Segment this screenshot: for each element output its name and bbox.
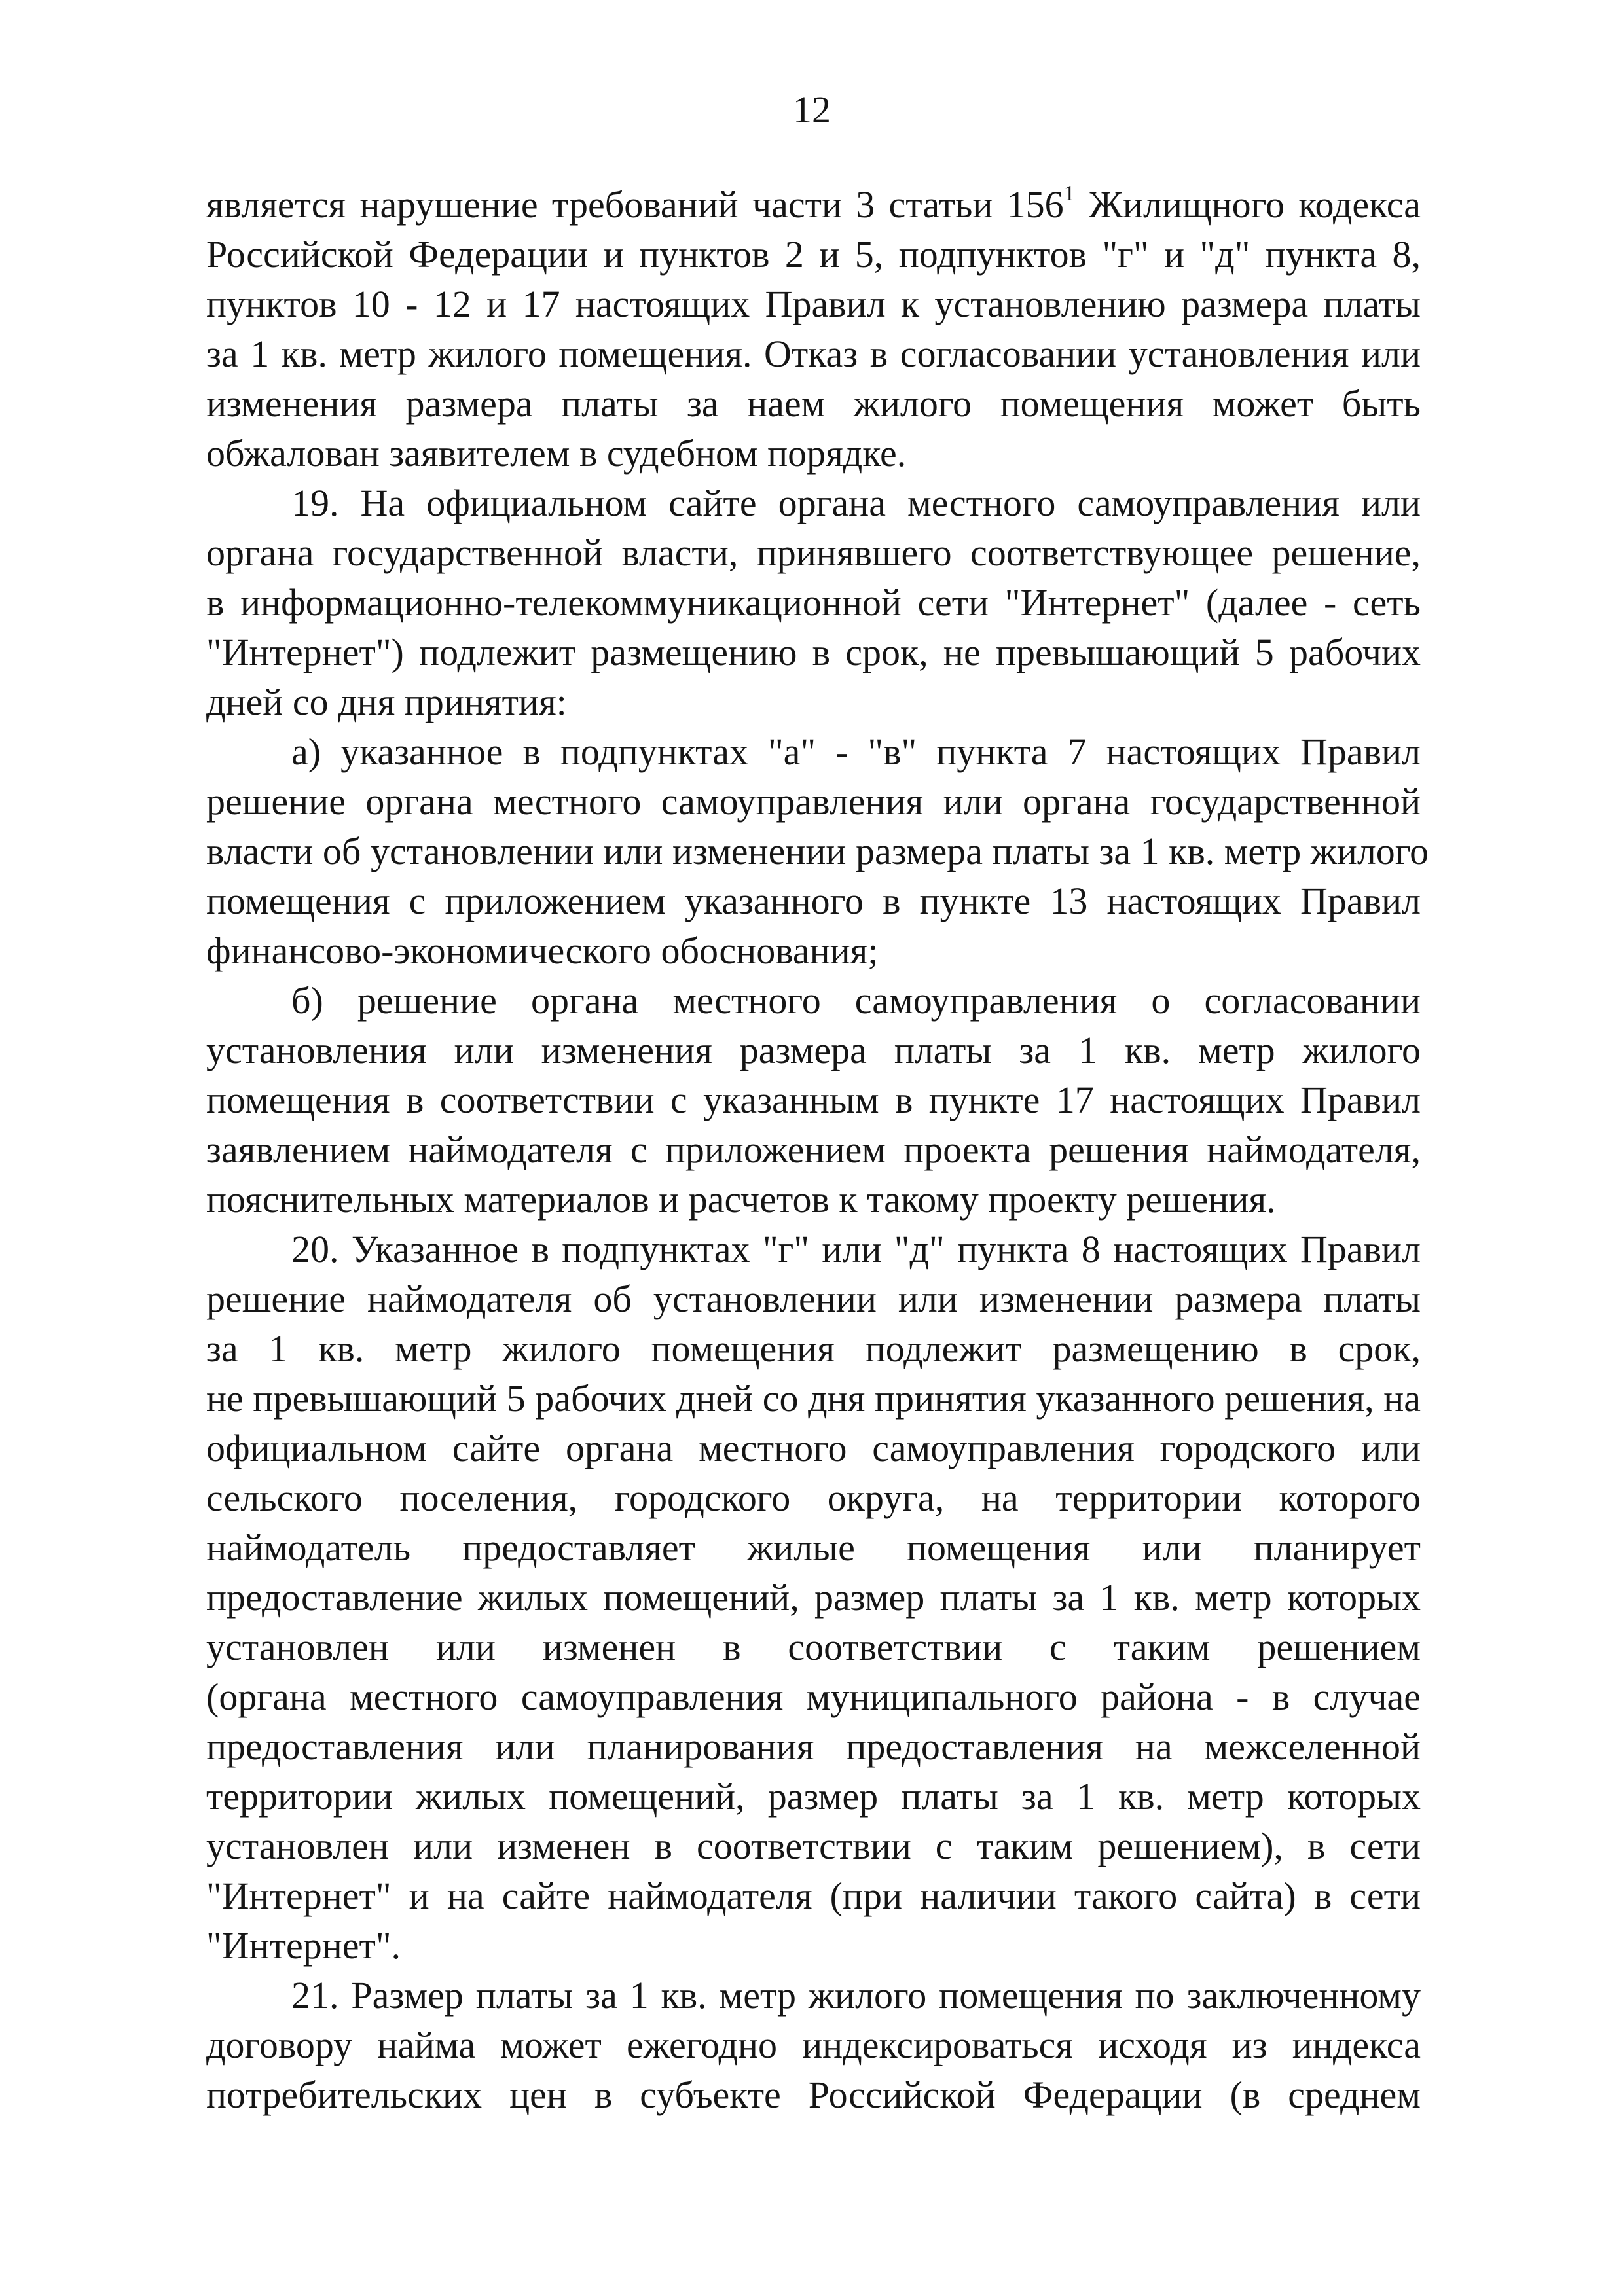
text-line: помещения с приложением указанного в пункте 13 настоящих Правил [206,880,1421,922]
text-line: "Интернет" и на сайте наймодателя (при наличии такого сайта) в сети [206,1874,1421,1917]
text-line: в информационно-телекоммуникационной сети "Интернет" (далее - сеть [206,581,1421,624]
text-line: (органа местного самоуправления муниципального района - в случае [206,1676,1421,1718]
page-number: 12 [793,88,831,131]
text-line: решение органа местного самоуправления или органа государственной [206,780,1421,823]
text-line: потребительских цен в субъекте Российской Федерации (в среднем [206,2073,1421,2116]
text-line: официальном сайте органа местного самоуправления городского или [206,1427,1421,1469]
subparagraph-a-start: а) указанное в подпунктах "а" - "в" пункта 7 настоящих Правил [291,730,1421,773]
text-line: сельского поселения, городского округа, на территории которого [206,1477,1421,1519]
paragraph-21-start: 21. Размер платы за 1 кв. метр жилого помещения по заключенному [291,1974,1421,2017]
footnote-superscript: 1 [1063,181,1075,206]
text-line: Российской Федерации и пунктов 2 и 5, подпунктов "г" и "д" пункта 8, [206,233,1421,276]
text-line: является нарушение требований части 3 статьи $156^1$ Жилищного кодекса [206,181,1421,226]
text-line: "Интернет". [206,1924,401,1967]
text-line: заявлением наймодателя с приложением проекта решения наймодателя, [206,1128,1421,1171]
text-line: "Интернет") подлежит размещению в срок, не превышающий 5 рабочих [206,631,1421,673]
text-line: наймодатель предоставляет жилые помещения или планирует [206,1526,1421,1569]
text-line: не превышающий 5 рабочих дней со дня принятия указанного решения, на [206,1377,1421,1420]
text-line: установлен или изменен в соответствии с таким решением [206,1626,1421,1668]
text-line: территории жилых помещений, размер платы за 1 кв. метр которых [206,1775,1421,1818]
text-line: за 1 кв. метр жилого помещения подлежит размещению в срок, [206,1327,1421,1370]
text-line: предоставления или планирования предоставления на межселенной [206,1725,1421,1768]
text-line: пояснительных материалов и расчетов к такому проекту решения. [206,1178,1276,1221]
text-line: власти об установлении или изменении размера платы за 1 кв. метр жилого [206,830,1429,872]
subparagraph-b-start: б) решение органа местного самоуправления о согласовании [291,979,1421,1022]
text-line: решение наймодателя об установлении или изменении размера платы [206,1278,1421,1320]
document-body [206,180,1429,2120]
text-line: изменения размера платы за наем жилого помещения может быть [206,382,1421,425]
text-line: органа государственной власти, принявшего соответствующее решение, [206,531,1421,574]
paragraph-20-start: 20. Указанное в подпунктах "г" или "д" пункта 8 настоящих Правил [291,1228,1421,1270]
text-line: пунктов 10 - 12 и 17 настоящих Правил к установлению размера платы [206,283,1421,325]
text-line: за 1 кв. метр жилого помещения. Отказ в согласовании установления или [206,332,1421,375]
paragraph-19-start: 19. На официальном сайте органа местного самоуправления или [291,482,1421,524]
text-line: помещения в соответствии с указанным в пункте 17 настоящих Правил [206,1079,1421,1121]
text-line: договору найма может ежегодно индексироваться исходя из индекса [206,2024,1421,2066]
text-line: предоставление жилых помещений, размер платы за 1 кв. метр которых [206,1576,1421,1619]
text-line: обжалован заявителем в судебном порядке. [206,432,907,475]
text-line: установлен или изменен в соответствии с таким решением), в сети [206,1825,1421,1867]
text-line: дней со дня принятия: [206,681,567,723]
text-line: финансово-экономического обоснования; [206,929,879,972]
text-line: установления или изменения размера платы за 1 кв. метр жилого [206,1029,1421,1071]
